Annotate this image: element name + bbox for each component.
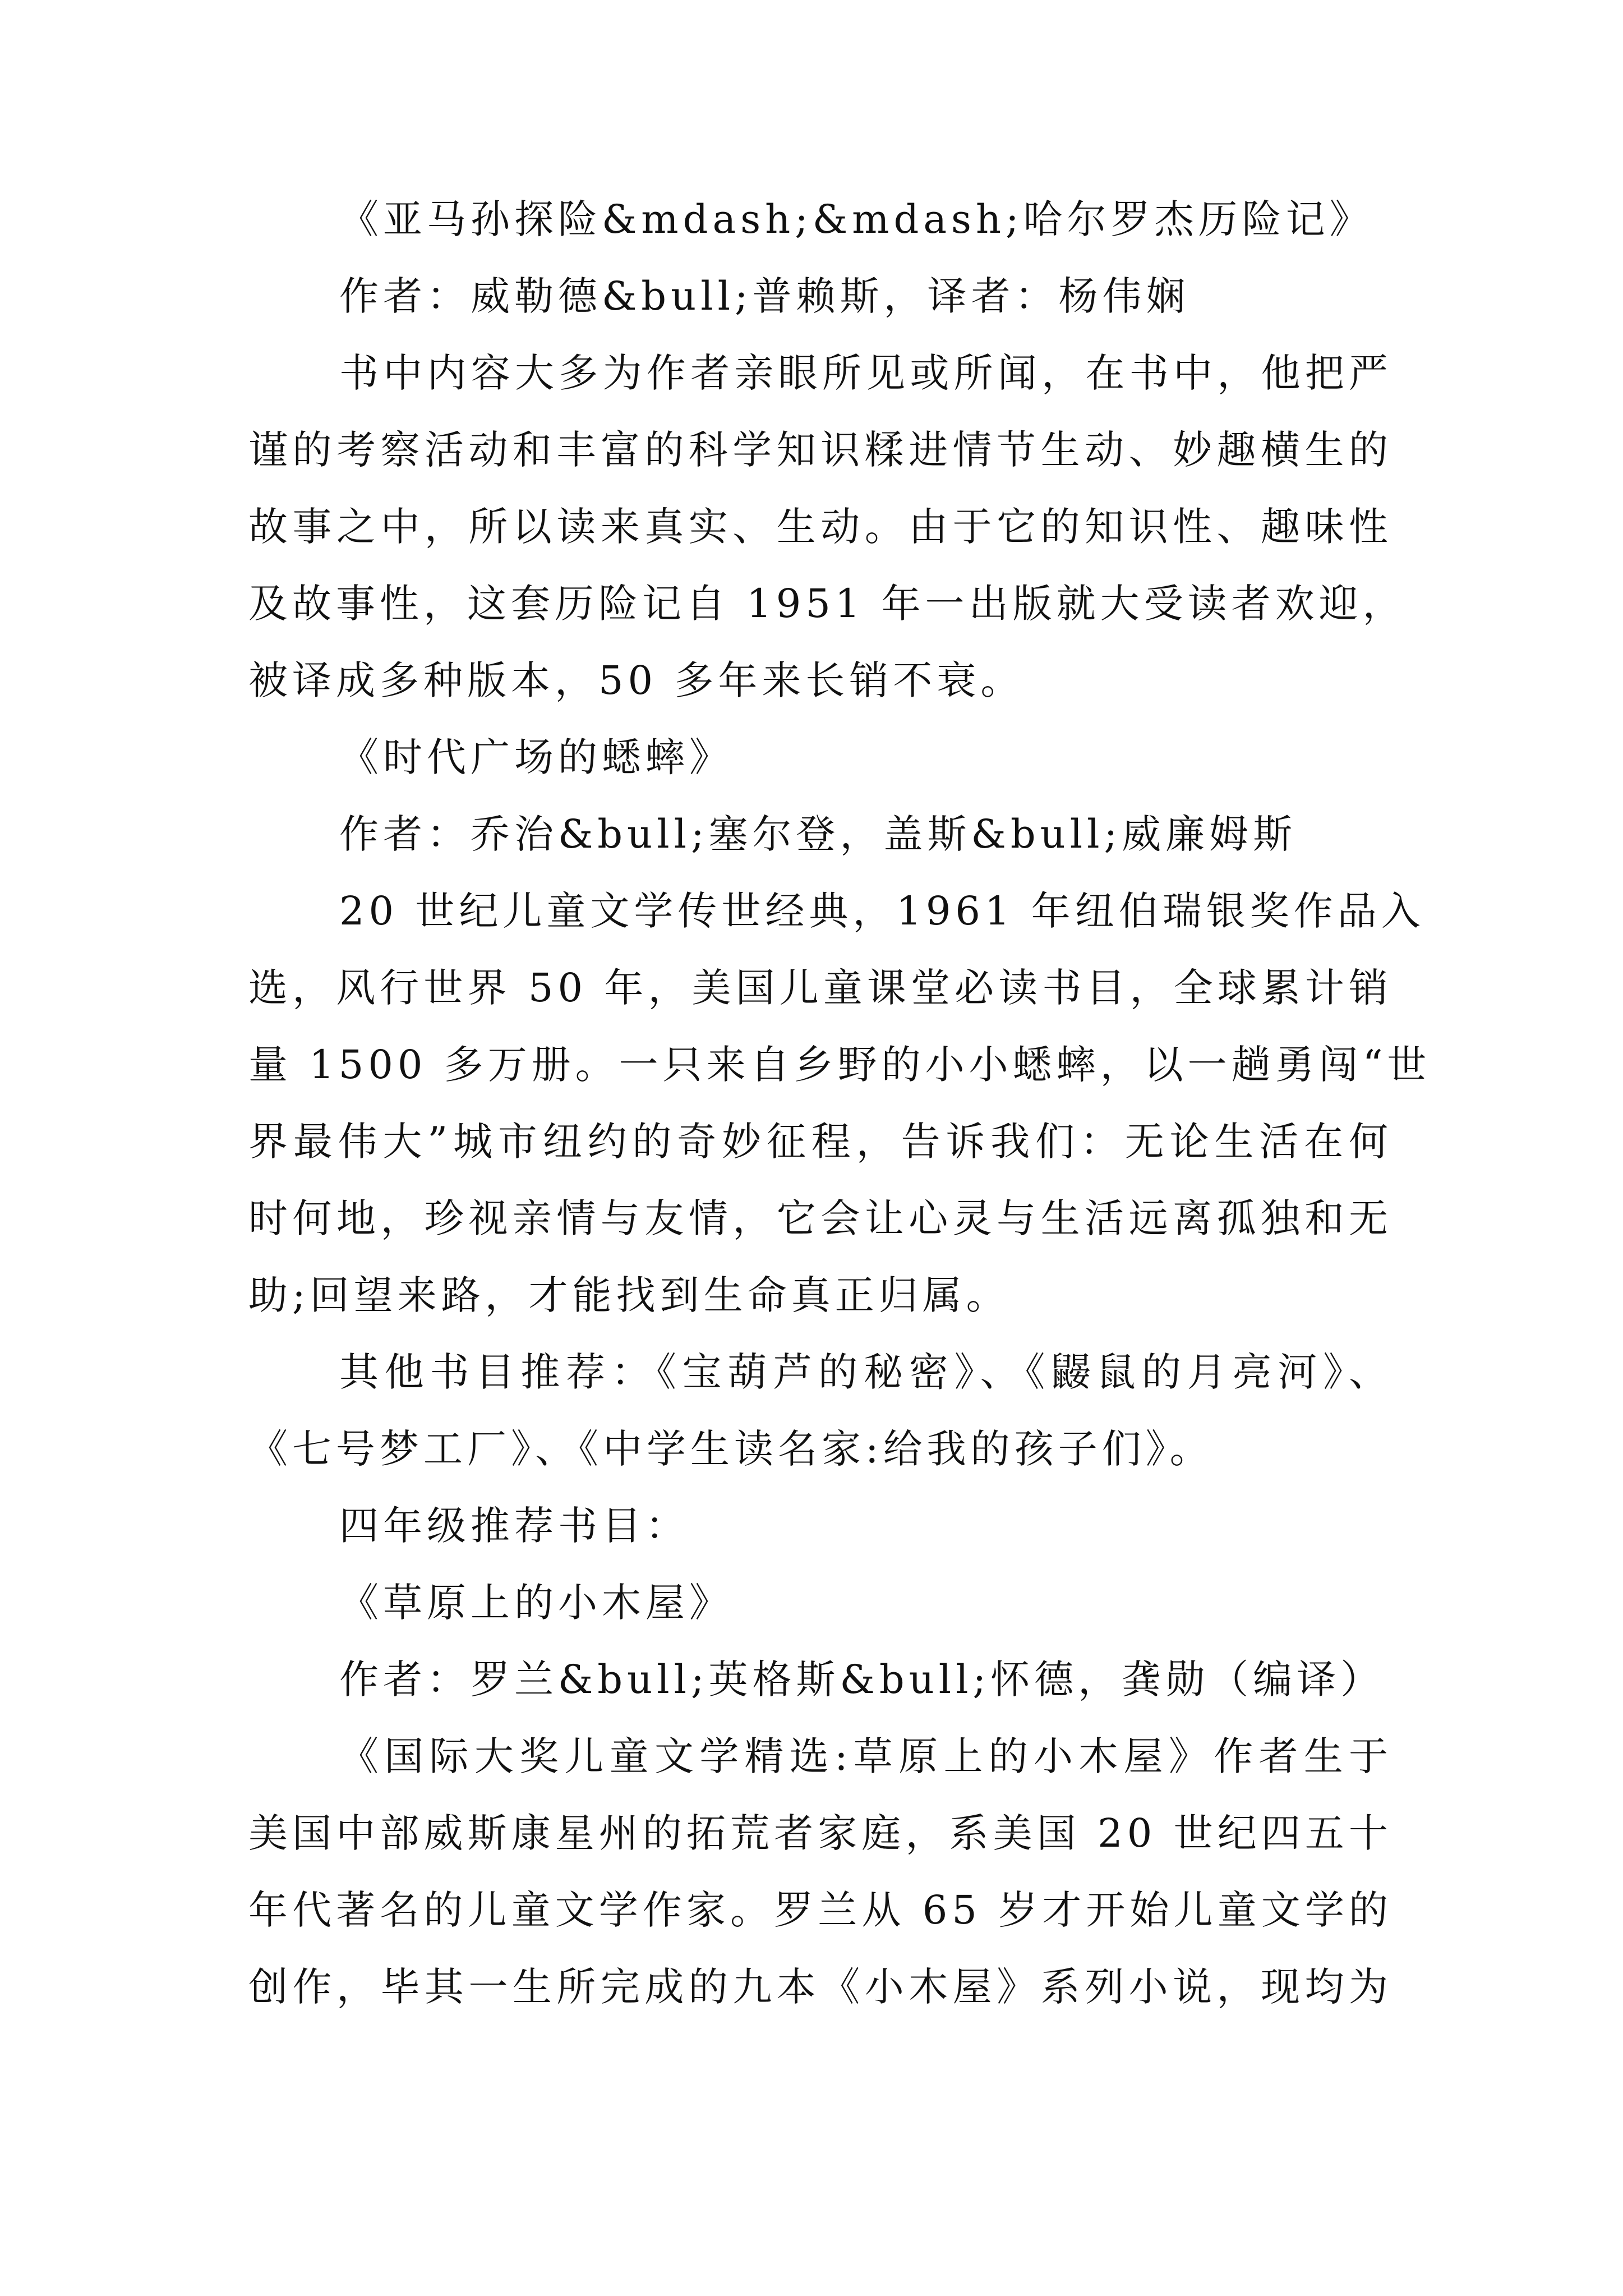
paragraph-line: 20 世纪儿童文学传世经典，1961 年纽伯瑞银奖作品入	[339, 888, 1425, 934]
other-books-line: 《七号梦工厂》、《中学生读名家:给我的孩子们》。	[248, 1426, 1214, 1472]
author-line-amazon: 作者：威勒德&bull;普赖斯，译者：杨伟娴	[339, 273, 1190, 319]
paragraph-line: 故事之中，所以读来真实、生动。由于它的知识性、趣味性	[248, 504, 1393, 550]
author-line-prairie: 作者：罗兰&bull;英格斯&bull;怀德，龚勋（编译）	[339, 1657, 1385, 1703]
paragraph-line: 量 1500 多万册。一只来自乡野的小小蟋蟀，以一趟勇闯“世	[248, 1042, 1431, 1088]
paragraph-line: 书中内容大多为作者亲眼所见或所闻，在书中，他把严	[339, 350, 1393, 396]
book-title-prairie: 《草原上的小木屋》	[339, 1580, 733, 1626]
grade-four-heading: 四年级推荐书目：	[339, 1503, 689, 1549]
book-title-amazon: 《亚马孙探险&mdash;&mdash;哈尔罗杰历险记》	[339, 196, 1373, 242]
paragraph-line: 及故事性，这套历险记自 1951 年一出版就大受读者欢迎，	[248, 581, 1407, 627]
book-title-cricket: 《时代广场的蟋蟀》	[339, 734, 733, 780]
paragraph-line: 界最伟大”城市纽约的奇妙征程，告诉我们：无论生活在何	[248, 1119, 1393, 1165]
paragraph-line: 创作，毕其一生所完成的九本《小木屋》系列小说，现均为	[248, 1964, 1393, 2010]
paragraph-line: 选，风行世界 50 年，美国儿童课堂必读书目，全球累计销	[248, 965, 1393, 1011]
paragraph-line: 助;回望来路，才能找到生命真正归属。	[248, 1272, 1010, 1318]
author-line-cricket: 作者：乔治&bull;塞尔登，盖斯&bull;威廉姆斯	[339, 811, 1297, 857]
paragraph-line: 《国际大奖儿童文学精选:草原上的小木屋》作者生于	[339, 1733, 1393, 1779]
paragraph-line: 时何地，珍视亲情与友情，它会让心灵与生活远离孤独和无	[248, 1195, 1393, 1241]
paragraph-line: 被译成多种版本，50 多年来长销不衰。	[248, 657, 1025, 703]
other-books-line: 其他书目推荐：《宝葫芦的秘密》、《鼹鼠的月亮河》、	[339, 1349, 1393, 1395]
paragraph-line: 年代著名的儿童文学作家。罗兰从 65 岁才开始儿童文学的	[248, 1887, 1393, 1933]
paragraph-line: 美国中部威斯康星州的拓荒者家庭，系美国 20 世纪四五十	[248, 1810, 1393, 1856]
paragraph-line: 谨的考察活动和丰富的科学知识糅进情节生动、妙趣横生的	[248, 427, 1393, 473]
